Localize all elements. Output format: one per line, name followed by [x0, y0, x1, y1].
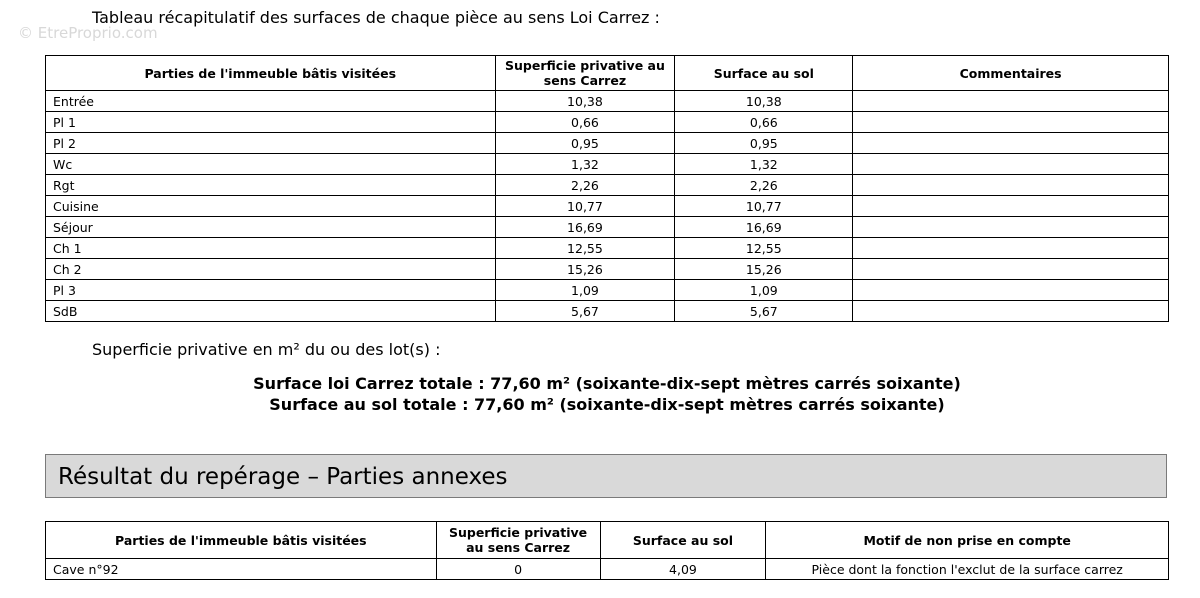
cell-superficie-carrez: 0,95: [495, 133, 675, 154]
table-row: [46, 196, 1169, 217]
cell-surface-sol: 12,55: [675, 238, 853, 259]
cell-surface-sol: 15,26: [675, 259, 853, 280]
cell-superficie-carrez: 16,69: [495, 217, 675, 238]
cell-commentaire: [853, 175, 1169, 196]
cell-surface-sol: 5,67: [675, 301, 853, 322]
cell-commentaire: [853, 301, 1169, 322]
header-commentaires: Commentaires: [853, 56, 1169, 91]
header-parties: Parties de l'immeuble bâtis visitées: [46, 56, 496, 91]
lots-text: Superficie privative en m² du ou des lot(s) :: [92, 340, 441, 359]
intro-text: Tableau récapitulatif des surfaces de chaque pièce au sens Loi Carrez :: [92, 8, 660, 27]
cell-partie: Cuisine: [46, 196, 496, 217]
table-row: [46, 259, 1169, 280]
total-carrez: Surface loi Carrez totale : 77,60 m² (soixante-dix-sept mètres carrés soixante): [253, 374, 961, 393]
carrez-summary-table: [45, 55, 1169, 322]
table-row: [46, 559, 1169, 580]
cell-partie: Pl 2: [46, 133, 496, 154]
cell-partie: Entrée: [46, 91, 496, 112]
table-header-row: [46, 522, 1169, 559]
cell-surface-sol: 16,69: [675, 217, 853, 238]
cell-surface-sol: 10,77: [675, 196, 853, 217]
header-parties: Parties de l'immeuble bâtis visitées: [46, 522, 437, 559]
cell-superficie-carrez: 0: [436, 559, 600, 580]
cell-commentaire: [853, 91, 1169, 112]
header-superficie-carrez: Superficie privative au sens Carrez: [495, 56, 675, 91]
cell-commentaire: [853, 280, 1169, 301]
cell-partie: Pl 3: [46, 280, 496, 301]
cell-superficie-carrez: 15,26: [495, 259, 675, 280]
total-sol: Surface au sol totale : 77,60 m² (soixante-dix-sept mètres carrés soixante): [269, 395, 945, 414]
cell-surface-sol: 10,38: [675, 91, 853, 112]
annex-table: [45, 521, 1169, 580]
cell-partie: SdB: [46, 301, 496, 322]
table-row: [46, 301, 1169, 322]
section-header-annexes: [45, 454, 1167, 498]
cell-superficie-carrez: 10,77: [495, 196, 675, 217]
table-header-row: [46, 56, 1169, 91]
cell-partie: Rgt: [46, 175, 496, 196]
cell-surface-sol: 0,95: [675, 133, 853, 154]
cell-surface-sol: 1,32: [675, 154, 853, 175]
cell-surface-sol: 1,09: [675, 280, 853, 301]
table-row: [46, 175, 1169, 196]
table-row: [46, 133, 1169, 154]
cell-partie: Ch 2: [46, 259, 496, 280]
table-row: [46, 112, 1169, 133]
cell-partie: Ch 1: [46, 238, 496, 259]
cell-partie: Pl 1: [46, 112, 496, 133]
watermark: © EtreProprio.com: [18, 24, 158, 42]
cell-superficie-carrez: 1,32: [495, 154, 675, 175]
cell-superficie-carrez: 0,66: [495, 112, 675, 133]
table-row: [46, 91, 1169, 112]
section-title: Résultat du repérage – Parties annexes: [58, 464, 508, 490]
cell-superficie-carrez: 2,26: [495, 175, 675, 196]
table-row: [46, 154, 1169, 175]
cell-superficie-carrez: 12,55: [495, 238, 675, 259]
totals-block: [0, 373, 1200, 415]
cell-partie: Cave n°92: [46, 559, 437, 580]
cell-commentaire: [853, 196, 1169, 217]
table-row: [46, 217, 1169, 238]
cell-superficie-carrez: 1,09: [495, 280, 675, 301]
cell-superficie-carrez: 10,38: [495, 91, 675, 112]
cell-partie: Wc: [46, 154, 496, 175]
cell-surface-sol: 4,09: [600, 559, 766, 580]
cell-commentaire: [853, 259, 1169, 280]
header-superficie-carrez: Superficie privative au sens Carrez: [436, 522, 600, 559]
cell-commentaire: [853, 217, 1169, 238]
cell-surface-sol: 0,66: [675, 112, 853, 133]
cell-surface-sol: 2,26: [675, 175, 853, 196]
cell-commentaire: [853, 133, 1169, 154]
header-motif: Motif de non prise en compte: [766, 522, 1169, 559]
cell-commentaire: [853, 238, 1169, 259]
header-surface-sol: Surface au sol: [675, 56, 853, 91]
cell-motif: Pièce dont la fonction l'exclut de la surface carrez: [766, 559, 1169, 580]
cell-commentaire: [853, 154, 1169, 175]
cell-commentaire: [853, 112, 1169, 133]
table-row: [46, 280, 1169, 301]
header-surface-sol: Surface au sol: [600, 522, 766, 559]
table-row: [46, 238, 1169, 259]
cell-partie: Séjour: [46, 217, 496, 238]
cell-superficie-carrez: 5,67: [495, 301, 675, 322]
